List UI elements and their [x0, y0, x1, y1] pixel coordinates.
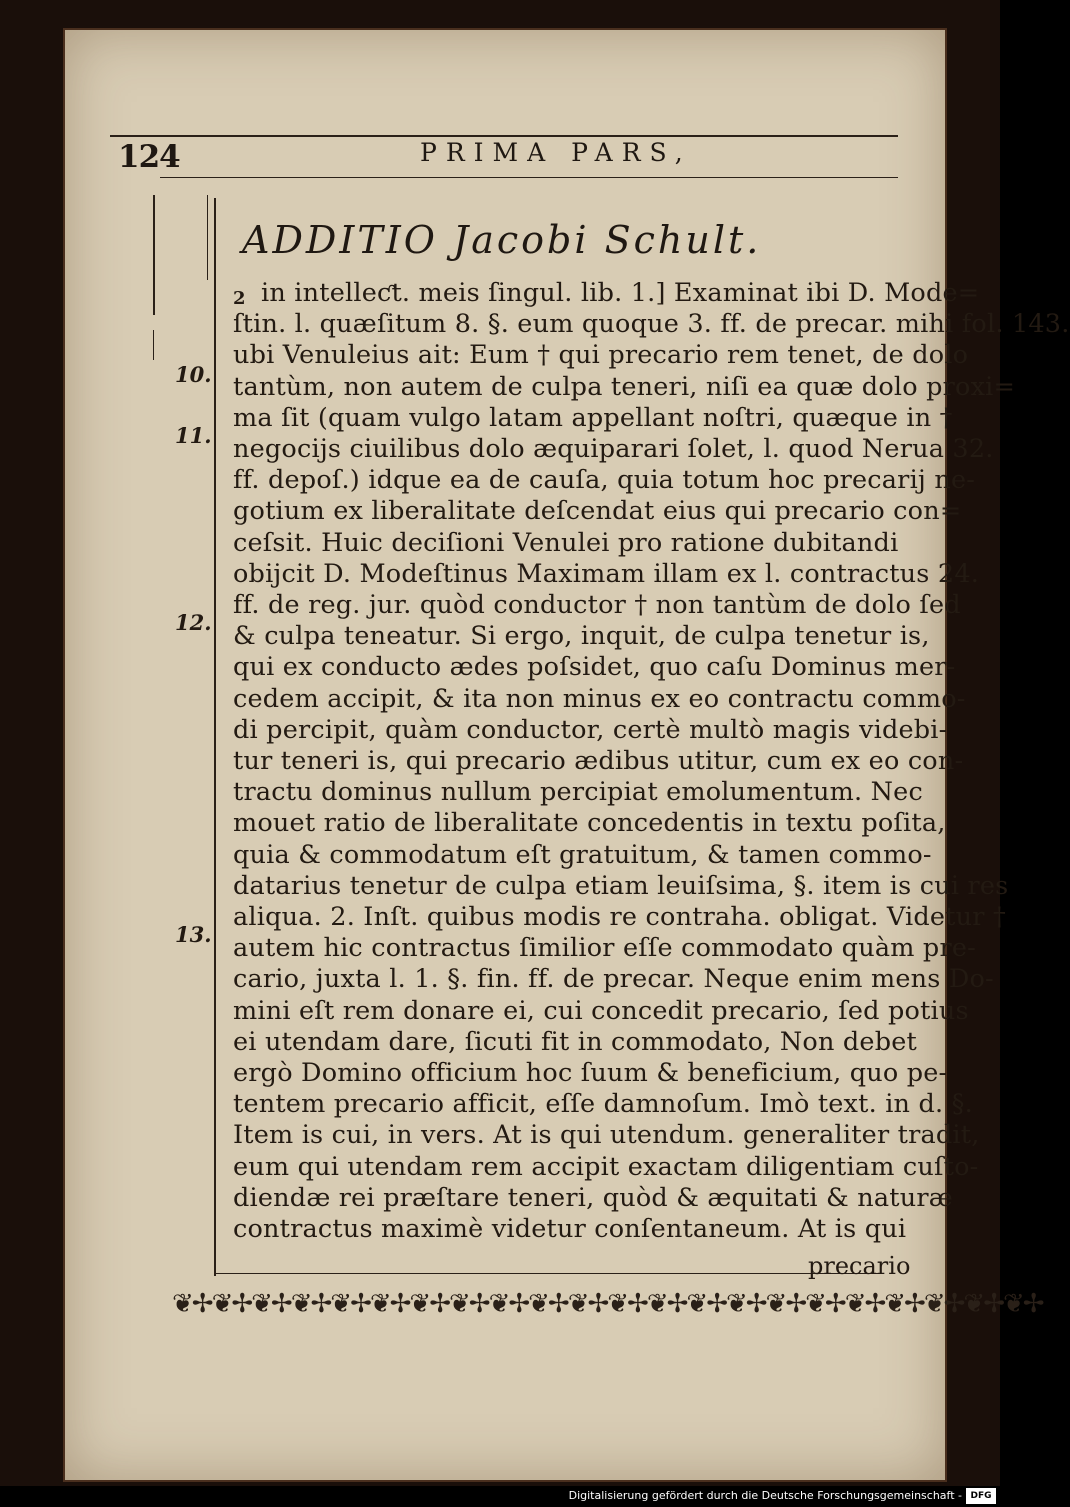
text-line: tentem precario afficit, eſſe damnoſum. Imò text. in d. §.	[233, 1089, 973, 1120]
running-head: PRIMA PARS,	[420, 138, 692, 167]
text-line: autem hic contractus ſimilior eſſe commodato quàm pre-	[233, 933, 976, 964]
text-line: in intelleƈt. meis ſingul. lib. 1.] Examinat ibi D. Mode=	[261, 278, 980, 308]
header-rule-lower	[160, 177, 898, 178]
text-line: mini eſt rem donare ei, cui concedit precario, ſed potius	[233, 995, 969, 1026]
text-line: tur teneri is, qui precario ædibus utitur, cum ex eo con-	[233, 746, 964, 776]
page-number: 124	[118, 139, 180, 175]
text-line: diendæ rei præſtare teneri, quòd & æquitati & naturæ	[233, 1182, 953, 1213]
text-line: gotium ex liberalitate deſcendat eius qui precario con=	[233, 496, 962, 527]
margin-number: 10.	[175, 362, 212, 387]
addition-title: ADDITIO Jacobi Schult.	[242, 218, 762, 262]
text-line: ceſsit. Huic deciſioni Venulei pro ratione dubitandi	[233, 527, 899, 558]
text-line: eum qui utendam rem accipit exactam diligentiam cuſto-	[233, 1151, 979, 1182]
text-line: ergò Domino officium hoc ſuum & beneficium, quo pe-	[233, 1058, 948, 1088]
text-line: negocijs ciuilibus dolo æquiparari ſolet, l. quod Nerua 32.	[233, 434, 994, 464]
text-line: datarius tenetur de culpa etiam leuiſsima, §. item is cui res	[233, 870, 1009, 901]
text-line: ma ſit (quam vulgo latam appellant noſtri, quæque in †	[233, 402, 953, 433]
text-line: tractu dominus nullum percipiat emolumentum. Nec	[233, 777, 923, 808]
text-line: di percipit, quàm conductor, certè multò magis videbi-	[233, 714, 948, 745]
text-line: mouet ratio de liberalitate concedentis in textu poſita,	[233, 808, 946, 839]
text-line: ei utendam dare, ſicuti fit in commodato, Non debet	[233, 1026, 917, 1057]
margin-number: 11.	[175, 423, 212, 448]
text-line: ubi Venuleius ait: Eum † qui precario rem tenet, de dolo	[233, 340, 969, 371]
footer-bar	[0, 1486, 1000, 1507]
margin-number: 12.	[175, 610, 212, 635]
text-line: qui ex conducto ædes poſsidet, quo caſu Dominus mer-	[233, 652, 956, 683]
text-line: aliqua. 2. Inſt. quibus modis re contraha. obligat. Videtur †	[233, 902, 1006, 932]
header-rule	[110, 135, 898, 137]
margin-number: 13.	[175, 922, 212, 947]
margin-rule	[153, 195, 155, 315]
text-line: cario, juxta l. 1. §. fin. ff. de precar. Neque enim mens Do-	[233, 964, 994, 995]
text-line: Item is cui, in vers. At is qui utendum. generaliter tradit,	[233, 1120, 980, 1151]
sidenote-number: 2	[233, 288, 246, 309]
text-line: ff. depoſ.) idque ea de cauſa, quia totum hoc precarij ne-	[233, 465, 976, 496]
catchword: precario	[808, 1252, 911, 1280]
text-column-rule	[214, 198, 216, 1276]
text-line: quia & commodatum eſt gratuitum, & tamen commo-	[233, 839, 932, 870]
text-line: cedem accipit, & ita non minus ex eo contractu commo-	[233, 683, 966, 714]
text-line: ſtin. l. quæſitum 8. §. eum quoque 3. ff. de precar. mihi fol. 143.	[233, 309, 1070, 340]
text-line: contractus maximè videtur conſentaneum. At is qui	[233, 1214, 907, 1244]
ornament-band: ❦✢❦✢❦✢❦✢❦✢❦✢❦✢❦✢❦✢❦✢❦✢❦✢❦✢❦✢❦✢❦✢❦✢❦✢❦✢❦✢❦✢❦✢	[172, 1289, 1043, 1319]
dfg-logo: DFG	[966, 1488, 996, 1504]
digitization-credit: Digitalisierung gefördert durch die Deutsche Forschungsgemeinschaft -	[568, 1489, 962, 1502]
margin-rule-short	[153, 330, 154, 360]
text-line: & culpa teneatur. Si ergo, inquit, de culpa tenetur is,	[233, 621, 930, 652]
text-line: tantùm, non autem de culpa teneri, niſi ea quæ dolo proxi=	[233, 371, 1016, 402]
text-line: obijcit D. Modeſtinus Maximam illam ex l. contractus 24.	[233, 558, 980, 589]
inner-rule	[207, 195, 208, 280]
text-line: ff. de reg. jur. quòd conductor † non tantùm de dolo ſed	[233, 590, 961, 620]
footer-rule	[214, 1273, 880, 1274]
